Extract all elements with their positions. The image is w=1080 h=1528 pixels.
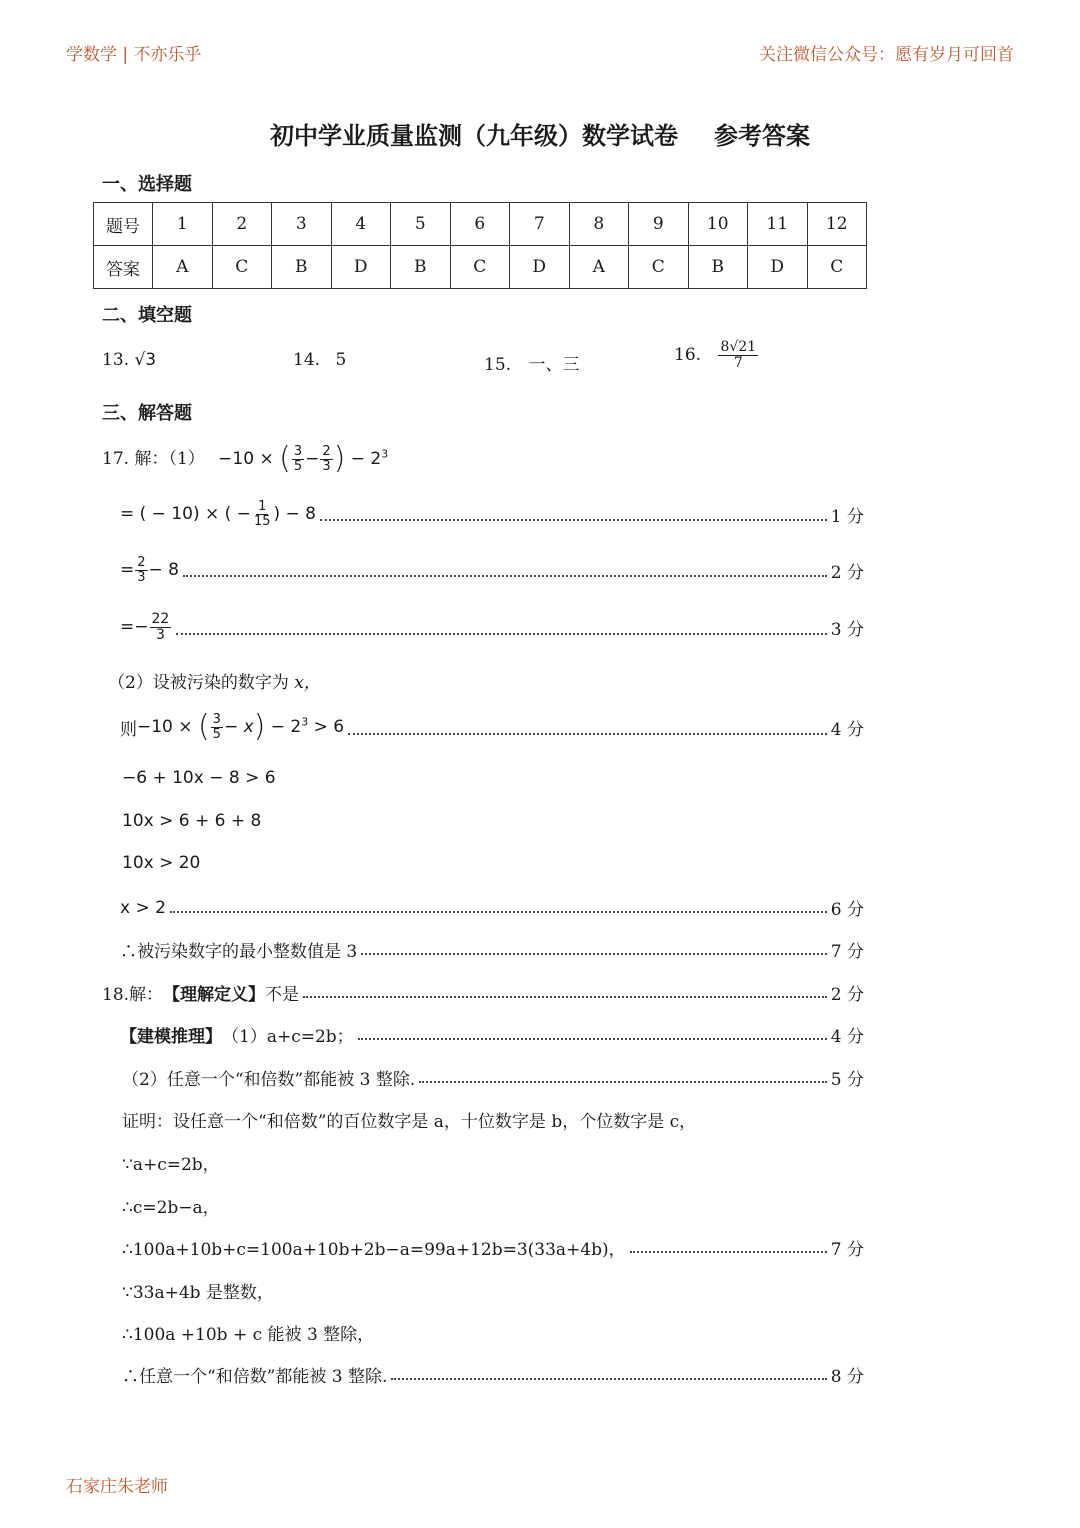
- dot-leader: [170, 910, 827, 913]
- section-heading-choice: 一、选择题: [102, 174, 192, 195]
- part2-text: （2）设被污染的数字为: [108, 673, 289, 693]
- q17-line6: 10x > 6 + 6 + 8: [122, 811, 262, 831]
- q18-since2: ∵33a+4b 是整数，: [122, 1283, 274, 1303]
- table-cell: 11: [748, 203, 808, 246]
- q17-line7: 10x > 20: [122, 853, 201, 873]
- fill-answer-15: [484, 350, 579, 375]
- dot-leader: [419, 1080, 827, 1083]
- q18-thus1: ∴c=2b−a，: [122, 1198, 220, 1218]
- model-part1: （1）a+c=2b；: [222, 1027, 354, 1047]
- inequality-result: x > 2: [120, 897, 166, 918]
- section-heading-solve: 三、解答题: [102, 403, 192, 424]
- dot-leader: [176, 632, 826, 635]
- table-row-answers: [94, 246, 867, 289]
- table-cell: 5: [391, 203, 451, 246]
- row-label-numbers: 题号: [94, 203, 153, 246]
- score-label: 1 分: [830, 506, 864, 527]
- answer-value: 一、三: [528, 355, 580, 375]
- title-sub: 参考答案: [714, 122, 810, 150]
- table-cell: A: [569, 246, 629, 289]
- answer-fraction: [718, 340, 758, 370]
- table-cell: A: [153, 246, 213, 289]
- dot-leader: [630, 1250, 827, 1253]
- score-label: 7 分: [830, 1240, 864, 1260]
- table-cell: 8: [569, 203, 629, 246]
- fill-answer-13: [102, 350, 156, 370]
- table-cell: 6: [450, 203, 510, 246]
- header-left-brand: 学数学 | 不亦乐乎: [66, 45, 202, 65]
- fraction-numerator: 8√21: [720, 339, 757, 355]
- step-prefix: 则: [120, 719, 137, 740]
- table-cell: B: [391, 246, 451, 289]
- table-cell: 9: [629, 203, 689, 246]
- q17-step6: [120, 895, 864, 920]
- q17-step4: 则 −10 × ( $\frac{3}{5}$ − $x) - 2^3 > 6$ 4 分: [120, 709, 864, 744]
- fill-answer-16: [674, 340, 759, 370]
- table-cell: 10: [688, 203, 748, 246]
- table-cell: C: [450, 246, 510, 289]
- dot-leader: [303, 995, 827, 998]
- q18-proof-intro: 证明：设任意一个“和倍数”的百位数字是 a，十位数字是 b，个位数字是 c，: [122, 1112, 697, 1132]
- score-label: 2 分: [830, 562, 864, 583]
- dot-leader: [183, 574, 827, 577]
- fraction-denominator: 7: [733, 354, 743, 371]
- table-cell: C: [807, 246, 867, 289]
- q17-conclusion: [120, 937, 864, 962]
- score-label: 4 分: [830, 719, 864, 740]
- dot-leader: [320, 518, 827, 521]
- table-cell: C: [629, 246, 689, 289]
- definition-answer: 不是: [265, 985, 300, 1005]
- answer-value: √3: [134, 350, 157, 370]
- final-conclusion: ∴任意一个“和倍数”都能被 3 整除.: [122, 1367, 388, 1387]
- table-cell: D: [510, 246, 570, 289]
- dot-leader: [361, 952, 827, 955]
- question-number: 13.: [102, 350, 130, 370]
- q17-expression: 17. 解：（1） −10 × ( $\frac{3}{5}$ − $\frac{2}{3}$ ) − $2^3$: [102, 441, 389, 476]
- table-cell: 7: [510, 203, 570, 246]
- q18-definition: [102, 980, 864, 1005]
- model-tag: 【建模推理】: [120, 1027, 222, 1047]
- dot-leader: [348, 732, 827, 735]
- dot-leader: [391, 1377, 826, 1380]
- header-right-brand: 关注微信公众号：愿有岁月可回首: [759, 45, 1014, 65]
- q17-line5: −6 + 10x − 8 > 6: [122, 768, 276, 788]
- score-label: 2 分: [830, 985, 864, 1005]
- choice-answer-table: [93, 202, 867, 289]
- table-cell: 3: [272, 203, 332, 246]
- score-label: 7 分: [830, 942, 864, 962]
- conclusion-text: ∴被污染数字的最小整数值是 3: [120, 942, 358, 962]
- question-label: 18.解：: [102, 985, 164, 1005]
- section-heading-fill: 二、填空题: [102, 305, 192, 326]
- q17-part2-intro: [108, 668, 321, 693]
- table-cell: C: [212, 246, 272, 289]
- score-label: 5 分: [830, 1070, 864, 1090]
- page-title: [0, 116, 1080, 151]
- model-part2: （2）任意一个“和倍数”都能被 3 整除.: [122, 1070, 416, 1090]
- table-cell: D: [748, 246, 808, 289]
- fill-answer-14: [293, 350, 346, 370]
- table-cell: D: [331, 246, 391, 289]
- table-cell: B: [272, 246, 332, 289]
- q18-model1: [120, 1022, 864, 1047]
- score-label: 6 分: [830, 900, 864, 920]
- question-number: 15.: [484, 355, 512, 375]
- answer-value: 5: [335, 350, 347, 370]
- q17-step3: =− $\frac{22}{3}$ 3 分: [120, 611, 864, 643]
- table-cell: 12: [807, 203, 867, 246]
- dot-leader: [358, 1037, 827, 1040]
- derivation-text: ∴100a+10b+c=100a+10b+2b−a=99a+12b=3(33a+4b)，: [122, 1240, 626, 1260]
- table-row-numbers: [94, 203, 867, 246]
- q18-thus2: [122, 1235, 864, 1260]
- variable-x: x，: [294, 673, 321, 693]
- q17-step2: = $\frac{2}{3}$ − 8 2 分: [120, 555, 864, 585]
- score-label: 3 分: [830, 619, 864, 640]
- footer-brand: 石家庄朱老师: [66, 1477, 168, 1497]
- q18-thus3: ∴100a +10b + c 能被 3 整除，: [122, 1325, 375, 1345]
- question-number: 16.: [674, 345, 702, 366]
- question-number: 14.: [293, 350, 321, 370]
- q18-since1: ∵a+c=2b，: [122, 1155, 220, 1175]
- score-label: 4 分: [830, 1027, 864, 1047]
- row-label-answers: 答案: [94, 246, 153, 289]
- question-label: 17. 解：（1）: [102, 449, 205, 469]
- table-cell: 2: [212, 203, 272, 246]
- table-cell: 4: [331, 203, 391, 246]
- q18-final: [122, 1362, 864, 1387]
- table-cell: 1: [153, 203, 213, 246]
- title-main: 初中学业质量监测（九年级）数学试卷: [270, 122, 678, 150]
- definition-tag: 【理解定义】: [163, 985, 266, 1005]
- score-label: 8 分: [830, 1367, 864, 1387]
- q17-step1: = ( − 10) × ( − $\frac{1}{15}$ ) − 8 1 分: [120, 499, 864, 529]
- q18-model2: [122, 1065, 864, 1090]
- table-cell: B: [688, 246, 748, 289]
